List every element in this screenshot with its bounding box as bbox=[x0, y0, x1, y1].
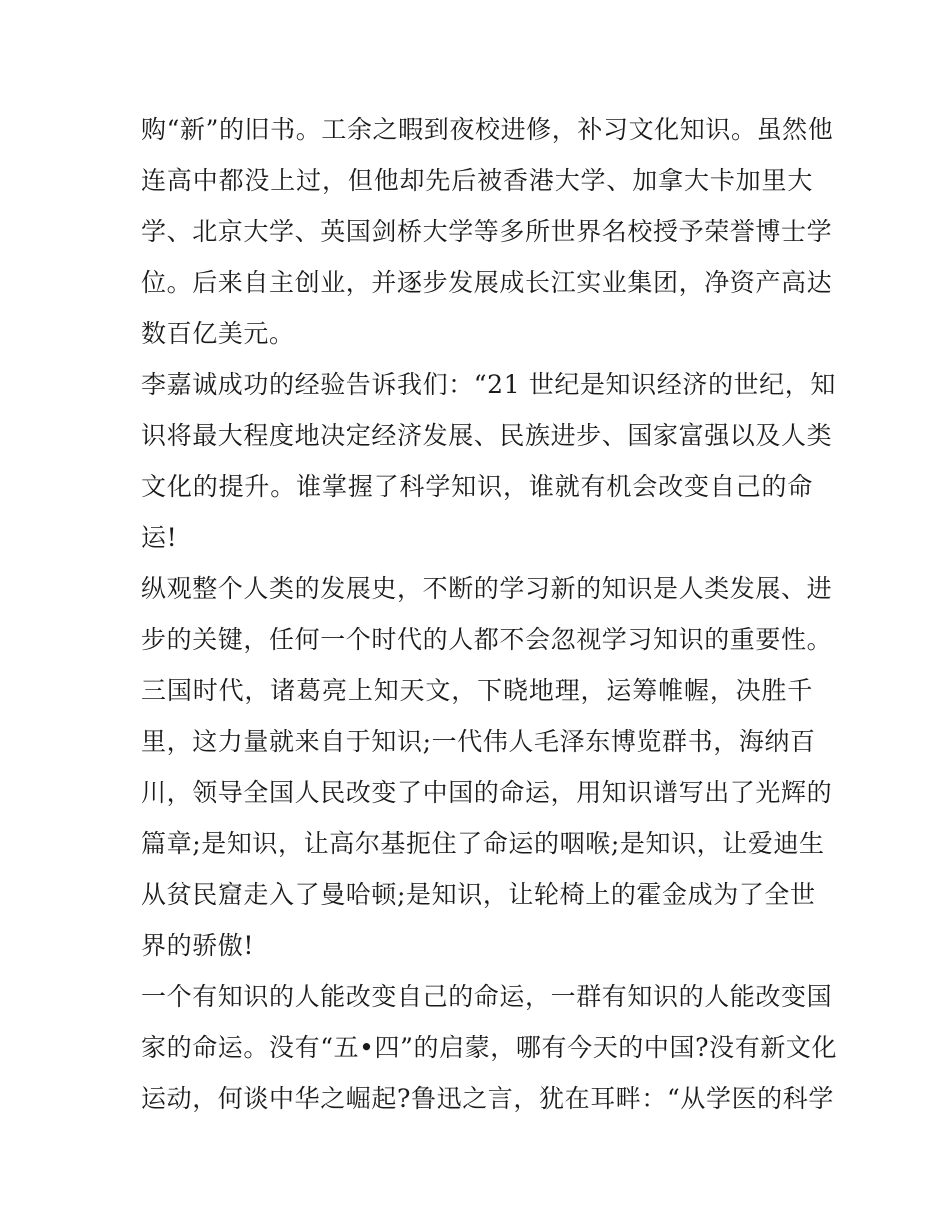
text-line: 数百亿美元。 bbox=[141, 319, 295, 348]
paragraph-3 bbox=[141, 563, 833, 971]
paragraph-4 bbox=[141, 971, 838, 1124]
text-line: 篇章;是知识，让高尔基扼住了命运的咽喉;是知识，让爱迪生 bbox=[141, 829, 825, 858]
text-line: 李嘉诚成功的经验告诉我们：“21 世纪是知识经济的世纪，知 bbox=[141, 370, 836, 399]
text-line: 家的命运。没有“五•四”的启蒙，哪有今天的中国?没有新文化 bbox=[141, 1033, 838, 1062]
text-line: 购“新”的旧书。工余之暇到夜校进修，补习文化知识。虽然他 bbox=[141, 115, 834, 144]
text-line: 界的骄傲! bbox=[141, 931, 255, 960]
text-line: 从贫民窟走入了曼哈顿;是知识，让轮椅上的霍金成为了全世 bbox=[141, 880, 816, 909]
paragraph-1 bbox=[141, 104, 834, 359]
text-line: 步的关键，任何一个时代的人都不会忽视学习知识的重要性。 bbox=[141, 625, 833, 654]
text-line: 运动，何谈中华之崛起?鲁迅之言，犹在耳畔：“从学医的科学 bbox=[141, 1084, 834, 1113]
paragraph-2 bbox=[141, 359, 836, 563]
text-line: 文化的提升。谁掌握了科学知识，谁就有机会改变自己的命 bbox=[141, 472, 813, 501]
text-line: 三国时代，诸葛亮上知天文，下晓地理，运筹帷幄，决胜千 bbox=[141, 676, 813, 705]
text-line: 运! bbox=[141, 523, 178, 552]
text-line: 纵观整个人类的发展史，不断的学习新的知识是人类发展、进 bbox=[141, 574, 833, 603]
text-line: 位。后来自主创业，并逐步发展成长江实业集团，净资产高达 bbox=[141, 268, 833, 297]
text-line: 识将最大程度地决定经济发展、民族进步、国家富强以及人类 bbox=[141, 421, 833, 450]
text-line: 里，这力量就来自于知识;一代伟人毛泽东博览群书，海纳百 bbox=[141, 727, 816, 756]
document-page bbox=[141, 104, 838, 1124]
text-line: 连高中都没上过，但他却先后被香港大学、加拿大卡加里大 bbox=[141, 166, 813, 195]
text-line: 川，领导全国人民改变了中国的命运，用知识谱写出了光辉的 bbox=[141, 778, 833, 807]
text-line: 一个有知识的人能改变自己的命运，一群有知识的人能改变国 bbox=[141, 982, 833, 1011]
text-line: 学、北京大学、英国剑桥大学等多所世界名校授予荣誉博士学 bbox=[141, 217, 833, 246]
